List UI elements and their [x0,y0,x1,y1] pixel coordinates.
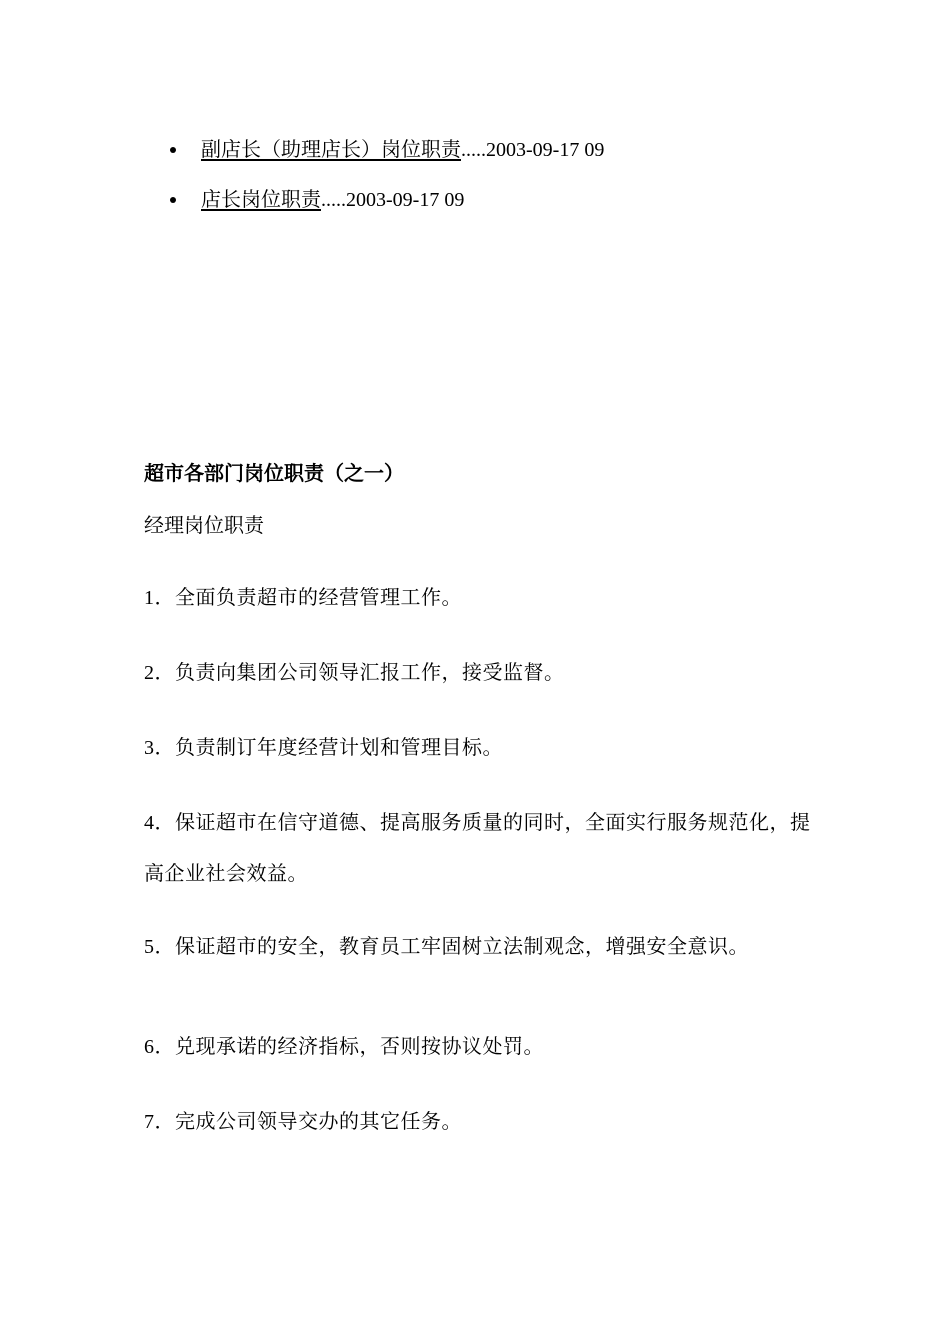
duty-item-5 [144,921,824,972]
item-text: 兑现承诺的经济指标，否则按协议处罚。 [175,1034,544,1058]
item-number: 1． [144,587,175,609]
link-deputy-manager-duties[interactable]: 副店长（助理店长）岗位职责 [201,137,461,161]
item-number: 7． [144,1111,175,1133]
link-store-manager-duties[interactable]: 店长岗位职责 [201,187,321,211]
duty-item-2 [144,647,824,698]
item-text: 保证超市的安全，教育员工牢固树立法制观念，增强安全意识。 [175,934,749,958]
duty-item-3 [144,722,824,773]
duty-item-1 [144,572,824,623]
duty-item-7 [144,1096,824,1147]
bullet-icon [170,147,176,153]
section-heading: 超市各部门岗位职责（之一） [144,461,404,485]
item-number: 2． [144,662,175,684]
item-text: 负责制订年度经营计划和管理目标。 [175,735,503,759]
duty-item-6 [144,1021,824,1072]
section-subheading: 经理岗位职责 [144,513,264,537]
link-date: .....2003-09-17 09 [321,189,465,211]
item-text: 全面负责超市的经营管理工作。 [175,585,462,609]
item-text: 保证超市在信守道德、提高服务质量的同时，全面实行服务规范化，提高企业社会效益。 [144,810,811,885]
bullet-icon [170,197,176,203]
link-date: .....2003-09-17 09 [461,139,605,161]
item-text: 负责向集团公司领导汇报工作，接受监督。 [175,660,565,684]
item-number: 4． [144,812,175,834]
item-number: 5． [144,936,175,958]
item-text: 完成公司领导交办的其它任务。 [175,1109,462,1133]
duty-item-4 [144,797,824,898]
item-number: 6． [144,1036,175,1058]
list-item-text [201,184,464,215]
item-number: 3． [144,737,175,759]
list-item-text [201,134,604,165]
